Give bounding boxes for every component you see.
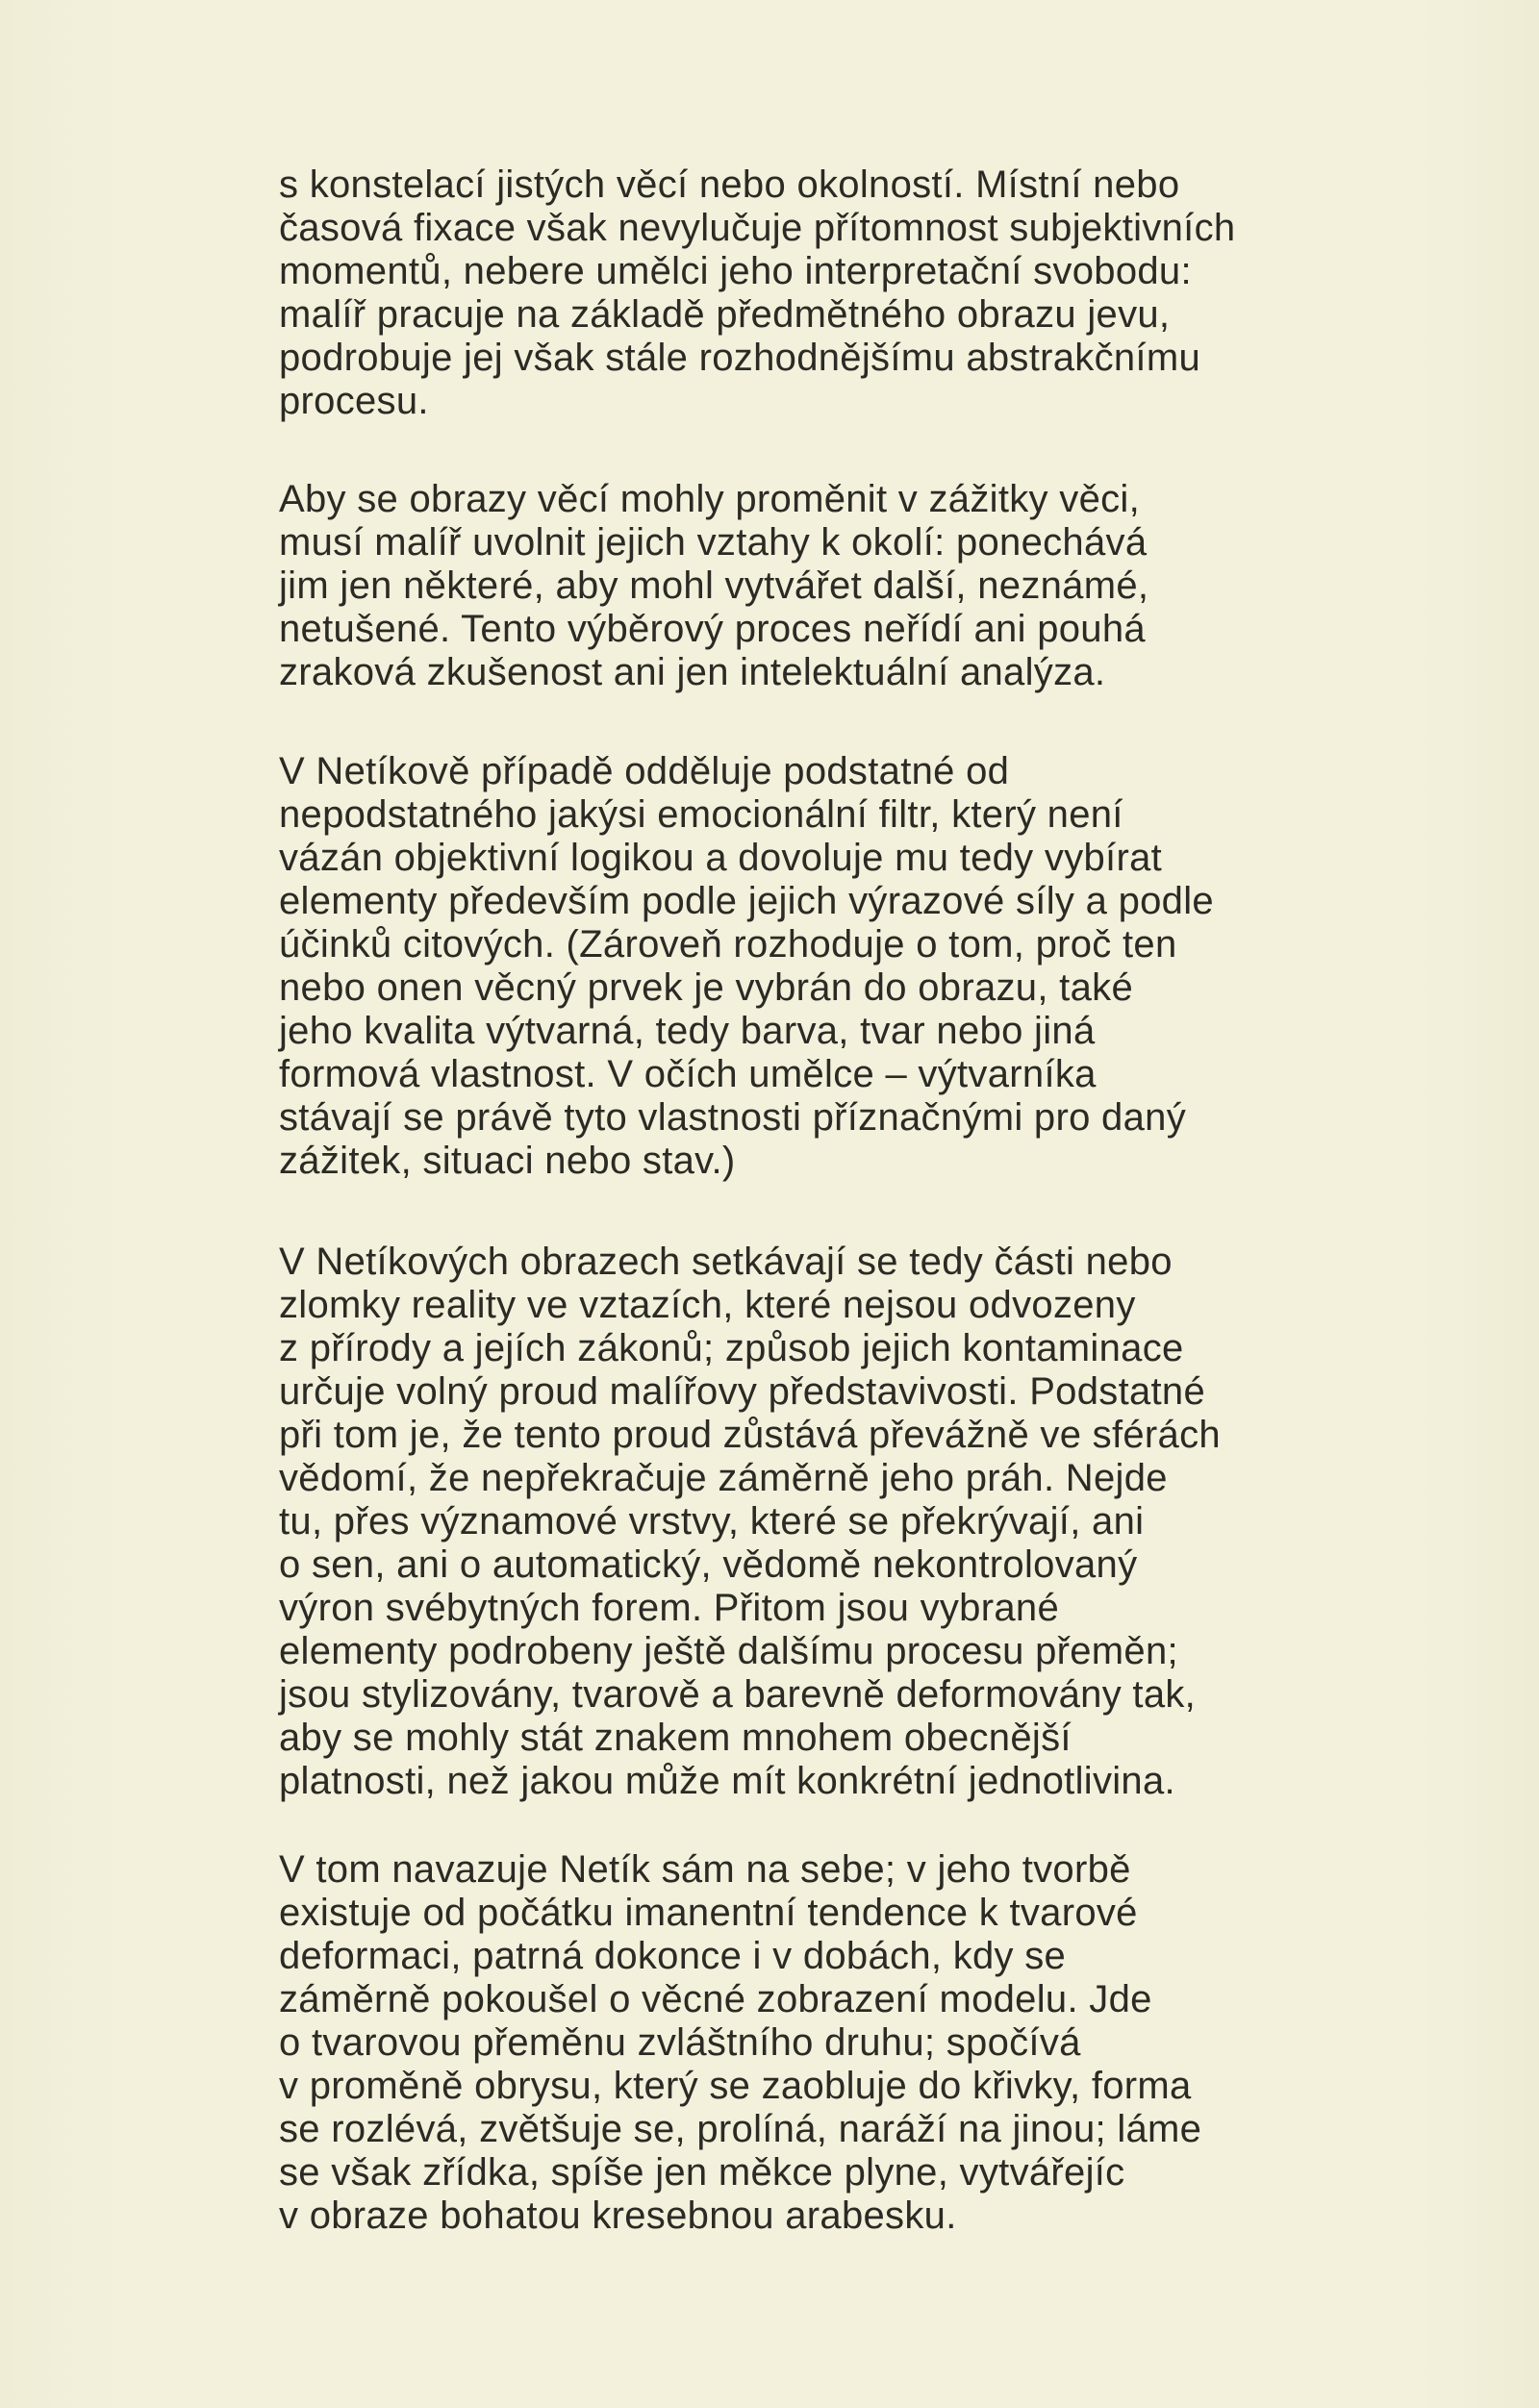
text-line: malíř pracuje na základě předmětného obrazu jevu, [279,293,1171,336]
text-line: Aby se obrazy věcí mohly proměnit v zážitky věci, [279,478,1141,520]
paragraph-2 [279,478,1337,694]
text-line: stávají se právě tyto vlastnosti příznačnými pro daný [279,1096,1186,1139]
text-line: účinků citových. (Zároveň rozhoduje o tom, proč ten [279,923,1177,966]
text-line: elementy především podle jejich výrazové síly a podle [279,880,1214,922]
text-line: tu, přes významové vrstvy, které se překrývají, ani [279,1500,1145,1543]
text-line: jeho kvalita výtvarná, tedy barva, tvar nebo jiná [279,1010,1096,1052]
text-line: se rozlévá, zvětšuje se, prolíná, naráží na jinou; láme [279,2108,1202,2150]
text-line: o sen, ani o automatický, vědomě nekontrolovaný [279,1543,1138,1586]
text-line: vázán objektivní logikou a dovoluje mu tedy vybírat [279,837,1163,879]
text-line: existuje od počátku imanentní tendence k tvarové [279,1892,1138,1934]
text-line: nepodstatného jakýsi emocionální filtr, který není [279,793,1123,836]
text-line: deformaci, patrná dokonce i v dobách, kdy se [279,1935,1067,1977]
text-line: z přírody a jejích zákonů; způsob jejich kontaminace [279,1327,1184,1369]
text-line: zážitek, situaci nebo stav.) [279,1140,736,1182]
text-line: V Netíkových obrazech setkávají se tedy části nebo [279,1241,1173,1283]
text-line: výron svébytných forem. Přitom jsou vybrané [279,1587,1059,1629]
text-line: časová fixace však nevylučuje přítomnost subjektivních [279,207,1236,249]
text-line: s konstelací jistých věcí nebo okolností. Místní nebo [279,163,1180,206]
text-line: zraková zkušenost ani jen intelektuální analýza. [279,651,1106,693]
text-line: podrobuje jej však stále rozhodnějšímu abstrakčnímu [279,337,1201,379]
text-line: V tom navazuje Netík sám na sebe; v jeho tvorbě [279,1848,1131,1891]
text-line: o tvarovou přeměnu zvláštního druhu; spočívá [279,2021,1081,2064]
text-line: jim jen některé, aby mohl vytvářet další, neznámé, [279,564,1149,607]
text-line: nebo onen věcný prvek je vybrán do obrazu, také [279,966,1133,1009]
text-line: jsou stylizovány, tvarově a barevně deformovány tak, [279,1673,1197,1716]
paragraph-3 [279,750,1337,1183]
text-line: musí malíř uvolnit jejich vztahy k okolí: ponechává [279,521,1148,564]
text-line: procesu. [279,380,429,422]
text-line: formová vlastnost. V očích umělce – výtvarníka [279,1053,1097,1095]
paragraph-5 [279,1848,1337,2238]
paragraph-1 [279,163,1337,423]
text-line: elementy podrobeny ještě dalšímu procesu přeměn; [279,1630,1178,1672]
text-line: vědomí, že nepřekračuje záměrně jeho práh. Nejde [279,1457,1168,1499]
text-line: platnosti, než jakou může mít konkrétní jednotlivina. [279,1760,1175,1802]
text-line: se však zřídka, spíše jen měkce plyne, vytvářejíc [279,2151,1125,2194]
text-line: zlomky reality ve vztazích, které nejsou odvozeny [279,1284,1136,1326]
text-line: aby se mohly stát znakem mnohem obecnější [279,1717,1072,1759]
text-line: v proměně obrysu, který se zaobluje do křivky, forma [279,2065,1192,2107]
text-line: netušené. Tento výběrový proces neřídí ani pouhá [279,608,1146,650]
text-line: při tom je, že tento proud zůstává převážně ve sférách [279,1414,1221,1456]
text-line: v obraze bohatou kresebnou arabesku. [279,2195,957,2237]
text-line: V Netíkově případě odděluje podstatné od [279,750,1010,792]
paragraph-4 [279,1241,1337,1803]
text-line: záměrně pokoušel o věcné zobrazení modelu. Jde [279,1978,1152,2020]
text-line: určuje volný proud malířovy představivosti. Podstatné [279,1370,1206,1413]
text-line: momentů, nebere umělci jeho interpretační svobodu: [279,250,1192,292]
